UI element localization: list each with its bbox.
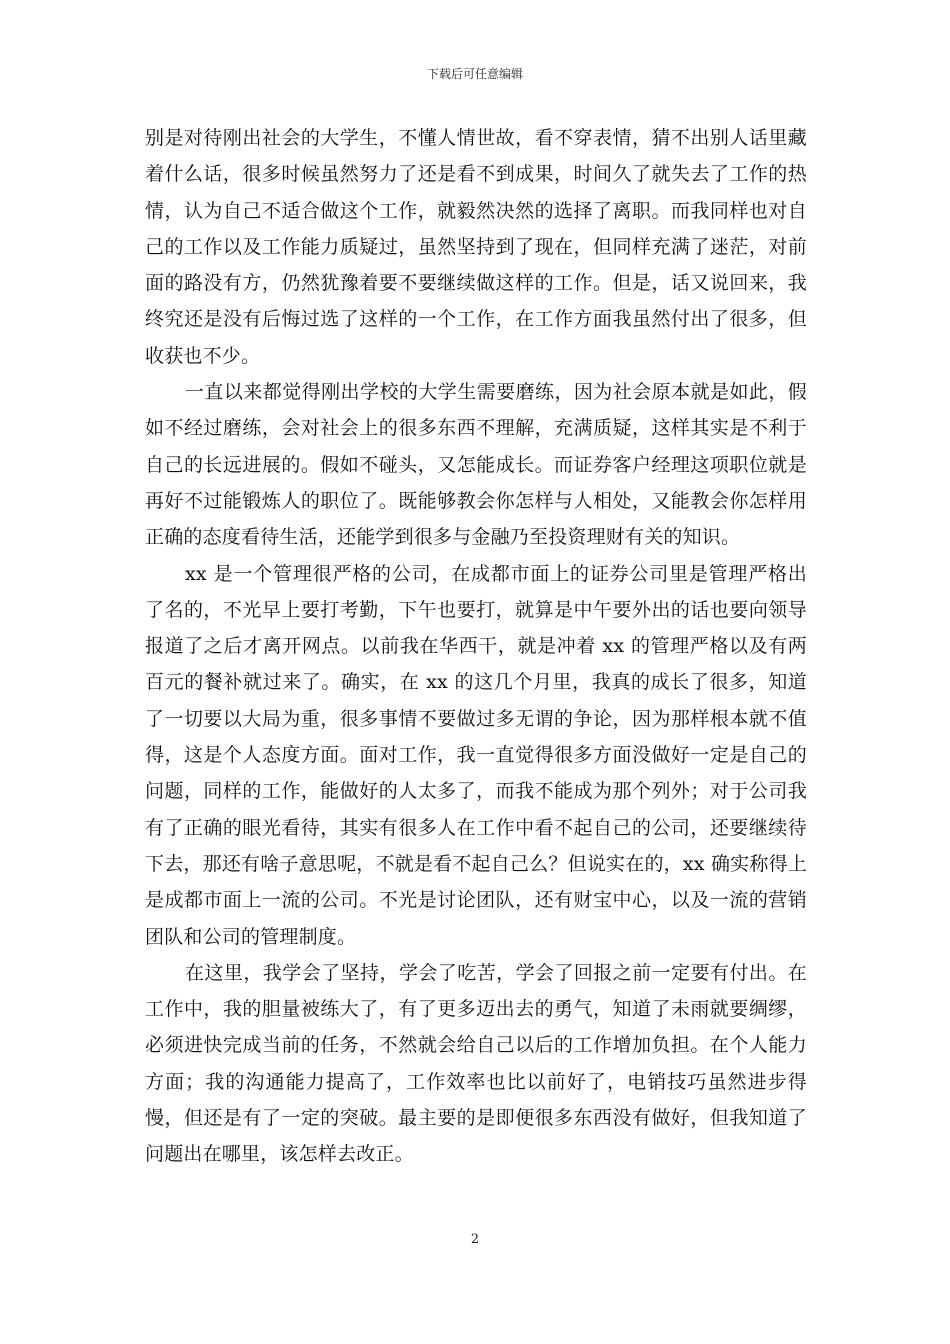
page-header: 下载后可任意编辑	[426, 67, 523, 81]
page-number: 2	[470, 1232, 480, 1247]
document-body	[145, 120, 807, 1173]
paragraph-3: xx 是一个管理很严格的公司，在成都市面上的证券公司里是管理严格出了名的，不光早上要打考勤，下午也要打，就算是中午要外出的话也要向领导报道了之后才离开网点。以前我在华西干，就是冲着 xx 的管理严格以及有两百元的餐补就过来了。确实，在 xx 的这几个月里，我真的成长了很多，知道了一切要以大局为重，很多事情不要做过多无谓的争论，因为那样根本就不值得，这是个人态度方面。面对工作，我一直觉得很多方面没做好一定是自己的问题，同样的工作，能做好的人太多了，而我不能成为那个列外；对于公司我有了正确的眼光看待，其实有很多人在工作中看不起自己的公司，还要继续待下去，那还有啥子意思呢，不就是看不起自己么？但说实在的，xx 确实称得上是成都市面上一流的公司。不光是讨论团队，还有财宝中心，以及一流的营销团队和公司的管理制度。	[145, 562, 807, 948]
paragraph-4: 在这里，我学会了坚持，学会了吃苦，学会了回报之前一定要有付出。在工作中，我的胆量被练大了，有了更多迈出去的勇气，知道了未雨就要绸缪，必须进快完成当前的任务，不然就会给自己以后的工作增加负担。在个人能力方面；我的沟通能力提高了，工作效率也比以前好了，电销技巧虽然进步得慢，但还是有了一定的突破。最主要的是即便很多东西没有做好，但我知道了问题出在哪里，该怎样去改正。	[145, 961, 807, 1166]
paragraph-2: 一直以来都觉得刚出学校的大学生需要磨练，因为社会原本就是如此，假如不经过磨练，会对社会上的很多东西不理解，充满质疑，这样其实是不利于自己的长远进展的。假如不碰头，又怎能成长。而证券客户经理这项职位就是再好不过能锻炼人的职位了。既能够教会你怎样与人相处，又能教会你怎样用正确的态度看待生活，还能学到很多与金融乃至投资理财有关的知识。	[145, 381, 807, 549]
paragraph-1: 别是对待刚出社会的大学生，不懂人情世故，看不穿表情，猜不出别人话里藏着什么话，很多时候虽然努力了还是看不到成果，时间久了就失去了工作的热情，认为自己不适合做这个工作，就毅然决然的选择了离职。而我同样也对自己的工作以及工作能力质疑过，虽然坚持到了现在，但同样充满了迷茫，对前面的路没有方，仍然犹豫着要不要继续做这样的工作。但是，话又说回来，我终究还是没有后悔过选了这样的一个工作，在工作方面我虽然付出了很多，但收获也不少。	[145, 127, 807, 367]
